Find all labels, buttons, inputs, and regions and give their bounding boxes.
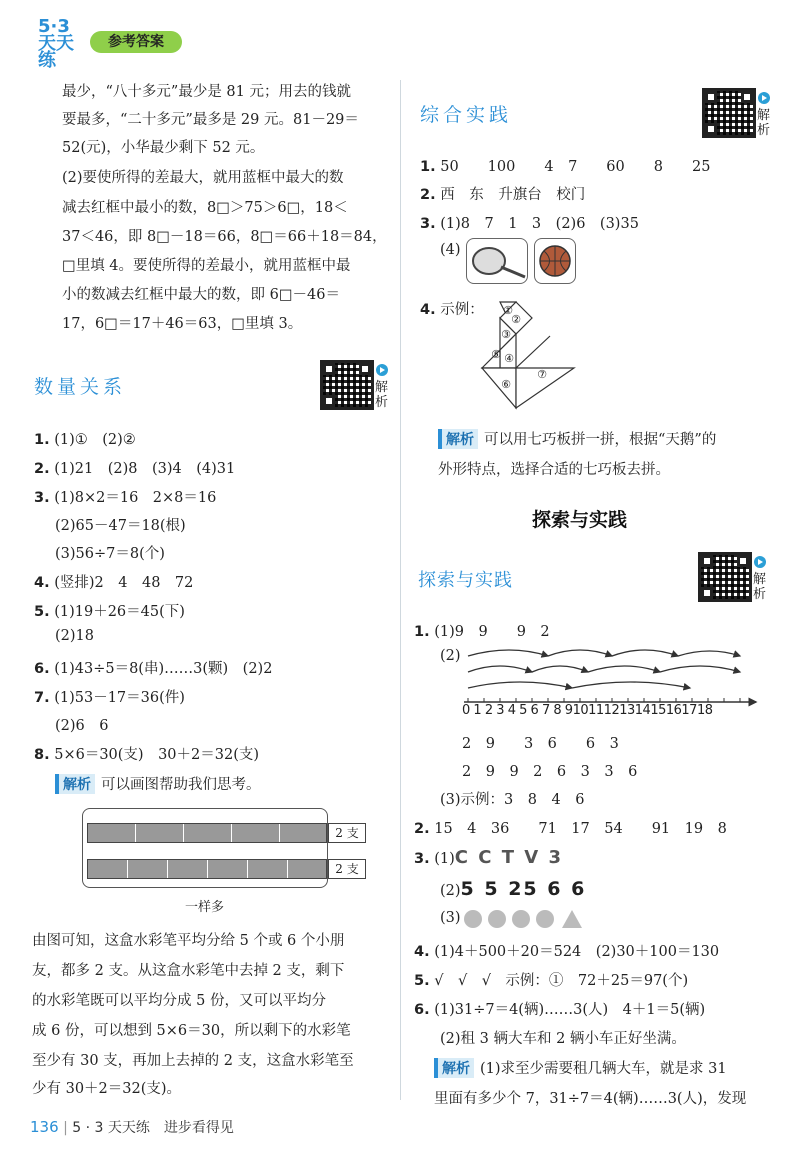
question-number: 1. xyxy=(34,432,50,448)
footer-text: 5 · 3 天天练 进步看得见 xyxy=(72,1120,234,1136)
explain-line: 成 6 份，可以想到 5×6＝30，所以剩下的水彩笔 xyxy=(32,1023,351,1039)
question-3 xyxy=(420,212,639,233)
group-of-5-bar xyxy=(87,823,359,843)
grey-circle-shape xyxy=(488,910,506,928)
question-number: 3. xyxy=(414,851,430,867)
tick-label: 7 xyxy=(541,703,550,718)
explain-line: 的水彩笔既可以平均分成 5 份，又可以平均分 xyxy=(32,993,326,1009)
answer-text: (1)53－17＝36(件) xyxy=(54,690,185,706)
question-1 xyxy=(34,428,136,449)
answer-line: (2) xyxy=(440,648,461,664)
tangram-label-3: ③ xyxy=(501,328,511,341)
page-number: 136 xyxy=(30,1118,59,1136)
jiexi-block xyxy=(55,773,261,794)
page-footer xyxy=(30,1117,234,1137)
answer-text: (1)8×2＝16 2×8＝16 xyxy=(54,490,217,506)
jiexi-block xyxy=(438,428,716,449)
answer-text: 5×6＝30(支) 30＋2＝32(支) xyxy=(54,747,260,763)
tick-label: 16 xyxy=(665,703,682,718)
question-3 xyxy=(34,486,216,507)
intro-line: 17，6□＝17＋46＝63，□里填 3。 xyxy=(62,316,303,332)
play-icon[interactable] xyxy=(376,364,388,376)
diagram-caption: 一样多 xyxy=(185,900,225,915)
answer-text: (1)31÷7＝4(辆)……3(人) 4＋1＝5(辆) xyxy=(434,1002,706,1018)
answer-line: (4) xyxy=(440,242,461,258)
question-number: 7. xyxy=(34,690,50,706)
jiexi-label: 解析 xyxy=(438,429,478,449)
answer-text: (3) xyxy=(440,910,461,926)
answer-key-badge: 参考答案 xyxy=(90,31,182,53)
jiexi-block xyxy=(434,1057,727,1078)
footer-separator: | xyxy=(63,1120,73,1136)
intro-line: 减去红框中最小的数，8□＞75＞6□，18＜ xyxy=(62,200,348,216)
question-7 xyxy=(34,686,185,707)
answer-line xyxy=(440,910,461,926)
tick-label: 18 xyxy=(696,703,713,718)
answer-text: 示例： xyxy=(440,302,484,318)
explore-question-3 xyxy=(414,847,563,868)
qr-code-icon[interactable] xyxy=(698,552,752,602)
remainder-label: 2 支 xyxy=(328,823,366,843)
jiexi-text: 可以用七巧板拼一拼，根据“天鹅”的 xyxy=(484,432,717,448)
explore-question-5 xyxy=(414,969,688,990)
grey-circle-shape xyxy=(464,910,482,928)
pen-diagram xyxy=(82,808,359,888)
answer-text: 15 4 36 71 17 54 91 19 8 xyxy=(434,821,727,837)
tick-label: 6 xyxy=(530,703,539,718)
explore-question-2 xyxy=(414,817,727,838)
explain-line: 少有 30＋2＝32(支)。 xyxy=(32,1081,182,1097)
question-number: 5. xyxy=(414,973,430,989)
explore-question-1 xyxy=(414,620,550,641)
answer-line: (3)56÷7＝8(个) xyxy=(55,546,165,562)
tick-label: 1 xyxy=(473,703,482,718)
answer-text: (1)8 7 1 3 (2)6 (3)35 xyxy=(440,216,639,232)
tangram-label-6: ⑥ xyxy=(501,378,511,391)
answer-text: (1)21 (2)8 (3)4 (4)31 xyxy=(54,461,236,477)
answer-text: (1)19＋26＝45(下) xyxy=(54,604,185,620)
intro-line: 52(元)，小华最少剩下 52 元。 xyxy=(62,140,265,156)
answer-text: (1)9 9 9 2 xyxy=(434,624,550,640)
question-2 xyxy=(34,457,235,478)
section-title-explore: 探索与实践 xyxy=(418,570,513,591)
question-number: 1. xyxy=(420,159,436,175)
tick-label: 2 xyxy=(484,703,493,718)
intro-line: 要最多，“二十多元”最多是 29 元。81－29＝ xyxy=(62,112,359,128)
question-number: 4. xyxy=(414,944,430,960)
question-2 xyxy=(420,183,585,204)
tangram-label-5: ⑤ xyxy=(491,348,501,361)
answer-line: 2 9 3 6 6 3 xyxy=(462,736,619,752)
play-icon[interactable] xyxy=(758,92,770,104)
question-number: 6. xyxy=(414,1002,430,1018)
tick-label: 10 xyxy=(572,703,589,718)
qr-label: 解析 xyxy=(757,108,771,138)
question-number: 2. xyxy=(414,821,430,837)
explain-line: 由图可知，这盒水彩笔平均分给 5 个或 6 个小朋 xyxy=(32,933,345,949)
answer-text: (1) xyxy=(434,851,455,867)
answer-line: 2 9 9 2 6 3 3 6 xyxy=(462,764,638,780)
qr-label: 解析 xyxy=(375,380,389,410)
answer-line: (3)示例：3 8 4 6 xyxy=(440,792,585,808)
remainder-label: 2 支 xyxy=(328,859,366,879)
grey-triangle-shape xyxy=(562,910,582,928)
letter-shapes: C C T V 3 xyxy=(454,847,563,868)
answer-text: 西 东 升旗台 校门 xyxy=(440,187,586,203)
tick-label: 11 xyxy=(588,703,604,718)
intro-line: □里填 4。要使所得的差最小，就用蓝框中最 xyxy=(62,258,351,274)
tick-label: 14 xyxy=(634,703,651,718)
question-number: 5. xyxy=(34,604,50,620)
question-6 xyxy=(34,657,272,678)
intro-line: 37＜46，即 8□－18＝66，8□＝66＋18＝84， xyxy=(62,229,387,245)
explore-question-6 xyxy=(414,998,705,1019)
intro-line: 最少，“八十多元”最少是 81 元；用去的钱就 xyxy=(62,84,351,100)
frying-pan-image xyxy=(466,238,528,284)
group-of-6-bar xyxy=(87,859,359,879)
intro-line: 小的数减去红框中最大的数，即 6□－46＝ xyxy=(62,287,340,303)
answer-text: √ √ √ 示例：① 72＋25＝97(个) xyxy=(434,973,689,989)
answer-line: (2)65－47＝18(根) xyxy=(55,518,186,534)
question-number: 3. xyxy=(34,490,50,506)
question-number: 2. xyxy=(420,187,436,203)
question-number: 3. xyxy=(420,216,436,232)
answer-text: (竖排)2 4 48 72 xyxy=(54,575,194,591)
jiexi-text: (1)求至少需要租几辆大车，就是求 31 xyxy=(480,1061,727,1077)
jiexi-label: 解析 xyxy=(55,774,95,794)
jiexi-text: 里面有多少个 7，31÷7＝4(辆)……3(人)，发现 xyxy=(434,1091,747,1107)
explore-question-4 xyxy=(414,940,719,961)
explain-line: 至少有 30 支，再加上去掉的 2 支，这盒水彩笔至 xyxy=(32,1053,354,1069)
qr-code-icon[interactable] xyxy=(320,360,374,410)
question-number: 6. xyxy=(34,661,50,677)
number-line-ticks xyxy=(462,703,713,718)
answer-text: (1)① (2)② xyxy=(54,432,136,448)
tick-label: 13 xyxy=(619,703,635,718)
tick-label: 8 xyxy=(553,703,562,718)
tangram-swan xyxy=(470,296,580,416)
answer-line xyxy=(440,878,586,900)
question-number: 8. xyxy=(34,747,50,763)
tick-label: 15 xyxy=(650,703,666,718)
grey-circle-shape xyxy=(536,910,554,928)
answer-line: (2)18 xyxy=(55,628,94,644)
question-4 xyxy=(34,571,193,592)
question-number: 4. xyxy=(34,575,50,591)
tangram-label-2: ② xyxy=(511,313,521,326)
jiexi-text: 外形特点，选择合适的七巧板去拼。 xyxy=(438,462,670,478)
answer-text: (1)4＋500＋20＝524 (2)30＋100＝130 xyxy=(434,944,720,960)
question-5 xyxy=(34,600,185,621)
tick-label: 5 xyxy=(519,703,527,718)
brand-logo: 5·3 天天练 xyxy=(38,16,74,71)
number-shapes: 5 5 25 6 6 xyxy=(460,878,587,900)
tick-label: 4 xyxy=(507,703,516,718)
answer-text: 50 100 4 7 60 8 25 xyxy=(440,159,711,175)
question-number: 1. xyxy=(414,624,430,640)
tick-label: 9 xyxy=(564,703,573,718)
section-title-practice: 综合实践 xyxy=(420,104,513,126)
tangram-label-1: ① xyxy=(503,304,513,317)
grey-circle-shape xyxy=(512,910,530,928)
play-icon[interactable] xyxy=(754,556,766,568)
intro-line: (2)要使所得的差最大，就用蓝框中最大的数 xyxy=(62,170,344,186)
answer-line: (2)租 3 辆大车和 2 辆小车正好坐满。 xyxy=(440,1031,686,1047)
qr-label: 解析 xyxy=(753,572,767,602)
explain-line: 友，都多 2 支。从这盒水彩笔中去掉 2 支，剩下 xyxy=(32,963,345,979)
tangram-label-7: ⑦ xyxy=(537,368,547,381)
chapter-title: 探索与实践 xyxy=(532,509,628,531)
qr-code-icon[interactable] xyxy=(702,88,756,138)
answer-line: (2)6 6 xyxy=(55,718,109,734)
tick-label: 12 xyxy=(603,703,620,718)
section-title-quantity: 数量关系 xyxy=(34,376,127,398)
answer-text: (2) xyxy=(440,883,461,899)
jiexi-text: 可以画图帮助我们思考。 xyxy=(101,777,261,793)
tick-label: 0 xyxy=(462,703,470,718)
question-1 xyxy=(420,155,710,176)
tick-label: 17 xyxy=(681,703,697,718)
basketball-image xyxy=(534,238,576,284)
question-number: 2. xyxy=(34,461,50,477)
question-number: 4. xyxy=(420,302,436,318)
question-8 xyxy=(34,743,259,764)
column-divider xyxy=(400,80,401,1100)
jiexi-label: 解析 xyxy=(434,1058,474,1078)
tangram-label-4: ④ xyxy=(504,352,514,365)
answer-text: (1)43÷5＝8(串)……3(颗) (2)2 xyxy=(54,661,273,677)
tick-label: 3 xyxy=(496,703,505,718)
